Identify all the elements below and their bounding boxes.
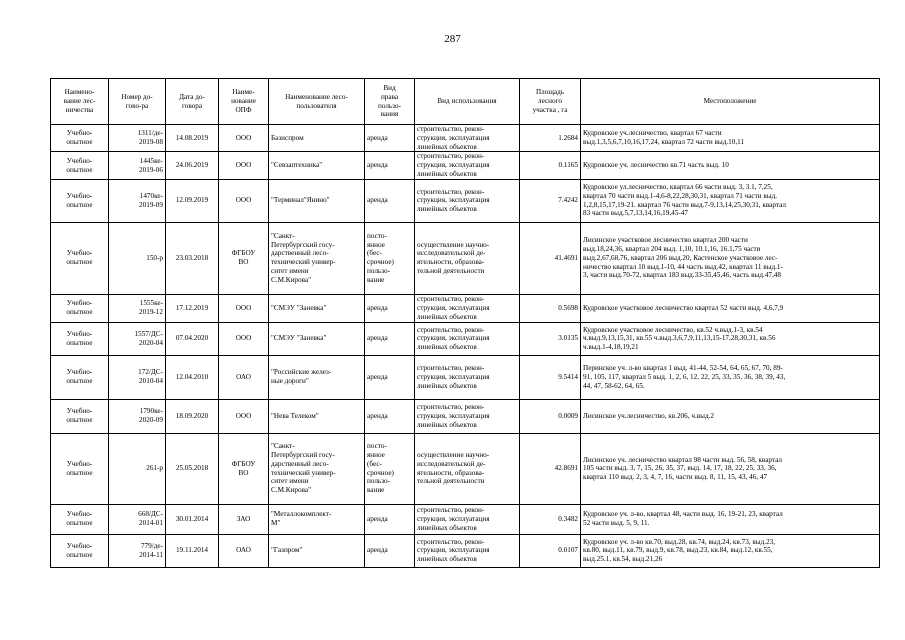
header-row <box>51 79 880 125</box>
forestry-cell: Учебно- опытное <box>51 179 109 222</box>
forestry-cell: Учебно- опытное <box>51 504 109 534</box>
legal-form-cell: ООО <box>219 125 269 152</box>
page-number: 287 <box>444 33 461 45</box>
legal-form-cell: ОАО <box>219 355 269 399</box>
area-cell: 0.0009 <box>520 399 581 433</box>
column-header-use-type: Вид использования <box>415 79 520 125</box>
contract-date-cell: 07.04.2020 <box>166 322 219 355</box>
forestry-cell: Учебно- опытное <box>51 433 109 504</box>
contract-date-cell: 12.09.2019 <box>166 179 219 222</box>
contract-number-cell: 1555ке- 2019-12 <box>109 294 166 322</box>
table-row <box>51 433 880 504</box>
forestry-cell: Учебно- опытное <box>51 222 109 294</box>
use-type-cell: строительство, рекон- струкция, эксплуатация линейных объектов <box>415 355 520 399</box>
right-type-cell: аренда <box>365 399 415 433</box>
location-cell: Кудровское участковое лесничество квартал 52 части выд. 4,6,7,9 <box>581 294 880 322</box>
location-cell: Кудровское уч. л-во, квартал 48, части выд. 16, 19-21, 23, квартал 52 части выд. 5, 9, 11. <box>581 504 880 534</box>
legal-form-cell: ООО <box>219 322 269 355</box>
right-type-cell: аренда <box>365 534 415 567</box>
forestry-cell: Учебно- опытное <box>51 294 109 322</box>
area-cell: 3.0135 <box>520 322 581 355</box>
forest-user-cell: "Нева Телеком" <box>269 399 365 433</box>
area-cell: 7.4242 <box>520 179 581 222</box>
location-cell: Лисинское участковое лесничество квартал 200 части выд.18,24,36, квартал 204 выд. 1,10, 10.1,16, 16.1,75 части выд.2,67,68,76, квартал 206 выд.20, Кастенское участковое лес- ничество квартал 10 выд.1-10, 44 часть выд.42, квартал 11 выд.1- 3, части выд.70-72, квартал 183 выд.33-35,45,46, часть выд.47,48 <box>581 222 880 294</box>
location-cell: Лисинское уч.лесничество, кв.206, ч.выд.2 <box>581 399 880 433</box>
area-cell: 0.1165 <box>520 152 581 179</box>
legal-form-cell: ООО <box>219 399 269 433</box>
area-cell: 42.8691 <box>520 433 581 504</box>
location-cell: Лисинское уч. лесничество квартал 98 части выд. 56, 58, квартал 105 части выд. 3, 7, 15, 26, 35, 37, выд. 14, 17, 18, 22, 25, 33, 36, квартал 110 выд. 2, 3, 4, 7, 16, части выд. 8, 11, 15, 43, 46, 47 <box>581 433 880 504</box>
forest-user-cell: "СМЭУ "Заневка" <box>269 322 365 355</box>
table-row <box>51 534 880 567</box>
contract-date-cell: 25.05.2018 <box>166 433 219 504</box>
forestry-cell: Учебно- опытное <box>51 399 109 433</box>
location-cell: Кудровское участковое лесничество, кв.52 ч.выд.1-3, кв.54 ч.выд.9,13,15,31, кв.55 ч.выд.3,6,7,9,11,13,15-17,28,30,31, кв.56 ч.выд.1-4,18,19,21 <box>581 322 880 355</box>
right-type-cell: аренда <box>365 179 415 222</box>
forest-user-cell: "Газпром" <box>269 534 365 567</box>
right-type-cell: аренда <box>365 152 415 179</box>
forest-user-cell: "Российские желез- ные дороги" <box>269 355 365 399</box>
legal-form-cell: ФГБОУ ВО <box>219 222 269 294</box>
table-row <box>51 399 880 433</box>
table-row <box>51 355 880 399</box>
column-header-contract-date: Дата до- говора <box>166 79 219 125</box>
location-cell: Кудровское уч. лесничество кв.71 часть выд. 10 <box>581 152 880 179</box>
contract-number-cell: 150-р <box>109 222 166 294</box>
column-header-contract-number: Номер до- гово-ра <box>109 79 166 125</box>
contract-date-cell: 19.11.2014 <box>166 534 219 567</box>
contract-number-cell: 1311/де- 2019-08 <box>109 125 166 152</box>
location-cell: Кудровское ул.лесничество, квартал 66 части выд. 3, 3.1, 7,25, квартал 70 части выд.1-4,6-8,22,28,30,31, квартал 71 части выд. 1,2,8,15,17,19-21. квартал 76 части выд.7-9,13,14,25,30,31, квартал 83 части выд.5,7,13,14,16,19,45-47 <box>581 179 880 222</box>
contract-number-cell: 1470ке- 2019-09 <box>109 179 166 222</box>
column-header-legal-form: Наиме- нование ОПФ <box>219 79 269 125</box>
right-type-cell: аренда <box>365 322 415 355</box>
right-type-cell: посто- янное (бес- срочное) пользо- вание <box>365 222 415 294</box>
forestry-cell: Учебно- опытное <box>51 125 109 152</box>
contract-number-cell: 779/де- 2014-11 <box>109 534 166 567</box>
forest-user-cell: "Терминал"Янино" <box>269 179 365 222</box>
right-type-cell: аренда <box>365 294 415 322</box>
legal-form-cell: ЗАО <box>219 504 269 534</box>
column-header-forestry: Наимено- вание лес- ничества <box>51 79 109 125</box>
column-header-area: Площадь лесного участка , га <box>520 79 581 125</box>
legal-form-cell: ОАО <box>219 534 269 567</box>
column-header-forest-user: Наименование лесо- пользователя <box>269 79 365 125</box>
contract-date-cell: 23.03.2018 <box>166 222 219 294</box>
contract-number-cell: 668/ДС- 2014-01 <box>109 504 166 534</box>
right-type-cell: аренда <box>365 355 415 399</box>
area-cell: 0.0107 <box>520 534 581 567</box>
column-header-location: Местоположение <box>581 79 880 125</box>
location-cell: Перинское уч. л-во квартал 1 выд. 41-44, 52-54, 64, 65, 67, 70, 89- 91, 105, 117, квартал 5 выд. 1, 2, 6, 12, 22, 25, 33, 35, 36, 38, 39, 43, 44, 47, 58-62, 64, 65. <box>581 355 880 399</box>
forestry-cell: Учебно- опытное <box>51 152 109 179</box>
contract-date-cell: 17.12.2019 <box>166 294 219 322</box>
legal-form-cell: ООО <box>219 179 269 222</box>
location-cell: Кудровское уч.лесничество, квартал 67 части выд.1,3,5,6,7,10,16,17,24, квартал 72 части выд.10,11 <box>581 125 880 152</box>
table-row <box>51 294 880 322</box>
contract-number-cell: 1557/ДС- 2020-04 <box>109 322 166 355</box>
contract-date-cell: 18.09.2020 <box>166 399 219 433</box>
right-type-cell: аренда <box>365 125 415 152</box>
use-type-cell: строительство, рекон- струкция, эксплуатация линейных объектов <box>415 152 520 179</box>
use-type-cell: строительство, рекон- струкция, эксплуатация линейных объектов <box>415 125 520 152</box>
contract-date-cell: 12.04.2010 <box>166 355 219 399</box>
contract-number-cell: 172/ДС- 2010-04 <box>109 355 166 399</box>
use-type-cell: осуществление научно- исследовательской де- ятельности, образова- тельной деятельности <box>415 222 520 294</box>
location-cell: Кудровское уч. л-во кв.70, выд.28, кв.74, выд.24, кв.73, выд.23, кв.80, выд.11, кв.79, выд.9, кв.78, выд.23, кв.84, выд.12, кв.55, выд.25.1, кв.54, выд.21,26 <box>581 534 880 567</box>
legal-form-cell: ООО <box>219 294 269 322</box>
forestry-cell: Учебно- опытное <box>51 534 109 567</box>
area-cell: 9.5414 <box>520 355 581 399</box>
contract-number-cell: 1790ке- 2020-09 <box>109 399 166 433</box>
area-cell: 0.5698 <box>520 294 581 322</box>
use-type-cell: строительство, рекон- струкция, эксплуатация линейных объектов <box>415 294 520 322</box>
table-row <box>51 322 880 355</box>
contract-date-cell: 30.01.2014 <box>166 504 219 534</box>
right-type-cell: аренда <box>365 504 415 534</box>
area-cell: 0.3482 <box>520 504 581 534</box>
use-type-cell: осуществление научно- исследовательской де- ятельности, образова- тельной деятельности <box>415 433 520 504</box>
area-cell: 41.4691 <box>520 222 581 294</box>
legal-form-cell: ООО <box>219 152 269 179</box>
use-type-cell: строительство, рекон- струкция, эксплуатация линейных объектов <box>415 399 520 433</box>
lease-table <box>50 78 880 568</box>
table-row <box>51 179 880 222</box>
contract-date-cell: 14.08.2019 <box>166 125 219 152</box>
area-cell: 1.2684 <box>520 125 581 152</box>
forest-user-cell: "Санкт- Петербургский госу- дарственный лесо- технический универ- ситет имени С.М.Кирова" <box>269 433 365 504</box>
forestry-cell: Учебно- опытное <box>51 322 109 355</box>
use-type-cell: строительство, рекон- струкция, эксплуатация линейных объектов <box>415 534 520 567</box>
right-type-cell: посто- янное (бес- срочное) пользо- вание <box>365 433 415 504</box>
forest-user-cell: Базиспром <box>269 125 365 152</box>
use-type-cell: строительство, рекон- струкция, эксплуатация линейных объектов <box>415 179 520 222</box>
forest-user-cell: "Санкт- Петербургский госу- дарственный лесо- технический универ- ситет имени С.М.Кирова" <box>269 222 365 294</box>
table-row <box>51 504 880 534</box>
table-row <box>51 125 880 152</box>
contract-number-cell: 1445ке- 2019-06 <box>109 152 166 179</box>
forest-user-cell: "Севзаптехника" <box>269 152 365 179</box>
contract-number-cell: 261-р <box>109 433 166 504</box>
use-type-cell: строительство, рекон- струкция, эксплуатация линейных объектов <box>415 504 520 534</box>
forest-user-cell: "Металлокомплект- М" <box>269 504 365 534</box>
table-row <box>51 152 880 179</box>
forestry-cell: Учебно- опытное <box>51 355 109 399</box>
use-type-cell: строительство, рекон- струкция, эксплуатация линейных объектов <box>415 322 520 355</box>
column-header-right-type: Вид права пользо- вания <box>365 79 415 125</box>
forest-user-cell: "СМЭУ "Заневка" <box>269 294 365 322</box>
contract-date-cell: 24.06.2019 <box>166 152 219 179</box>
table-row <box>51 222 880 294</box>
legal-form-cell: ФГБОУ ВО <box>219 433 269 504</box>
